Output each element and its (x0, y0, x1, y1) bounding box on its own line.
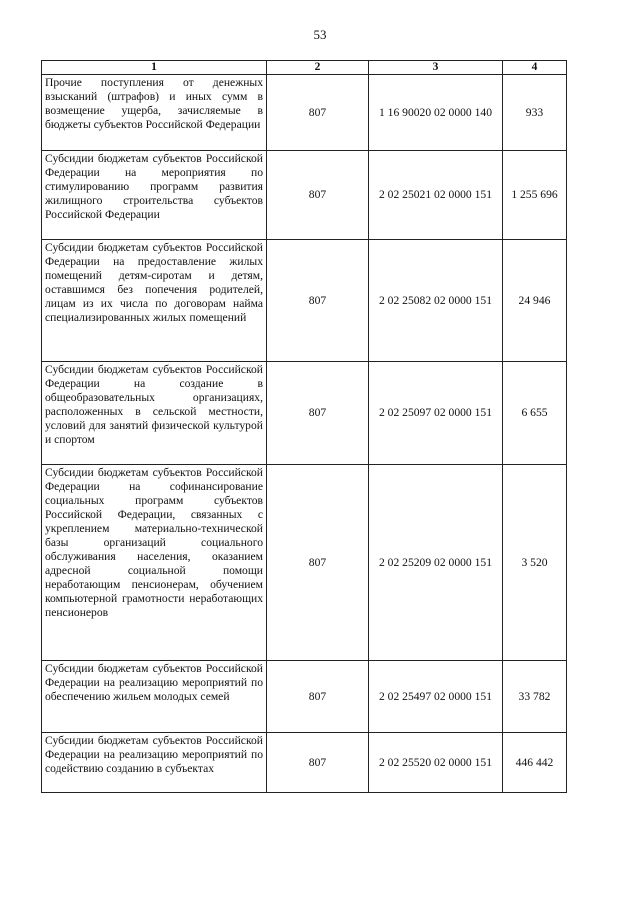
table-row (42, 661, 567, 733)
column-header: 4 (503, 61, 567, 75)
table-row (42, 240, 567, 362)
table-row (42, 465, 567, 661)
table-row (42, 733, 567, 793)
row-kbk-code: 2 02 25097 02 0000 151 (369, 362, 503, 465)
row-kbk-code: 2 02 25209 02 0000 151 (369, 465, 503, 661)
row-amount: 24 946 (503, 240, 567, 362)
table-row (42, 362, 567, 465)
row-admin-code: 807 (267, 240, 369, 362)
row-admin-code: 807 (267, 75, 369, 151)
column-header: 3 (369, 61, 503, 75)
row-description: Субсидии бюджетам субъектов Российской Федерации на реализацию мероприятий по содействию созданию в субъектах (42, 733, 267, 793)
row-admin-code: 807 (267, 362, 369, 465)
row-amount: 933 (503, 75, 567, 151)
row-amount: 3 520 (503, 465, 567, 661)
row-description: Субсидии бюджетам субъектов Российской Федерации на мероприятия по стимулированию программ развития жилищного строительства субъектов Российской Федерации (42, 151, 267, 240)
row-kbk-code: 2 02 25497 02 0000 151 (369, 661, 503, 733)
row-amount: 33 782 (503, 661, 567, 733)
row-description: Субсидии бюджетам субъектов Российской Федерации на софинансирование социальных программ субъектов Российской Федерации, связанных с укреплением материально-технической базы организаций социального обслуживания населения, оказанием адресной социальной помощи неработающим пенсионерам, обучением компьютерной грамотности неработающих пенсионеров (42, 465, 267, 661)
row-kbk-code: 2 02 25082 02 0000 151 (369, 240, 503, 362)
row-admin-code: 807 (267, 661, 369, 733)
row-kbk-code: 2 02 25520 02 0000 151 (369, 733, 503, 793)
row-amount: 1 255 696 (503, 151, 567, 240)
table-header-row (42, 61, 567, 75)
row-description: Прочие поступления от денежных взысканий (штрафов) и иных сумм в возмещение ущерба, зачисляемые в бюджеты субъектов Российской Федерации (42, 75, 267, 151)
row-kbk-code: 1 16 90020 02 0000 140 (369, 75, 503, 151)
row-amount: 446 442 (503, 733, 567, 793)
row-description: Субсидии бюджетам субъектов Российской Федерации на предоставление жилых помещений детям-сиротам и детям, оставшимся без попечения родителей, лицам из их числа по договорам найма специализированных жилых помещений (42, 240, 267, 362)
row-description: Субсидии бюджетам субъектов Российской Федерации на создание в общеобразовательных организациях, расположенных в сельской местности, условий для занятий физической культурой и спортом (42, 362, 267, 465)
column-header: 1 (42, 61, 267, 75)
row-kbk-code: 2 02 25021 02 0000 151 (369, 151, 503, 240)
row-amount: 6 655 (503, 362, 567, 465)
row-description: Субсидии бюджетам субъектов Российской Федерации на реализацию мероприятий по обеспечению жильем молодых семей (42, 661, 267, 733)
row-admin-code: 807 (267, 733, 369, 793)
page-number: 53 (313, 27, 327, 42)
row-admin-code: 807 (267, 151, 369, 240)
column-header: 2 (267, 61, 369, 75)
table-row (42, 151, 567, 240)
row-admin-code: 807 (267, 465, 369, 661)
revenue-table (41, 60, 567, 793)
table-row (42, 75, 567, 151)
